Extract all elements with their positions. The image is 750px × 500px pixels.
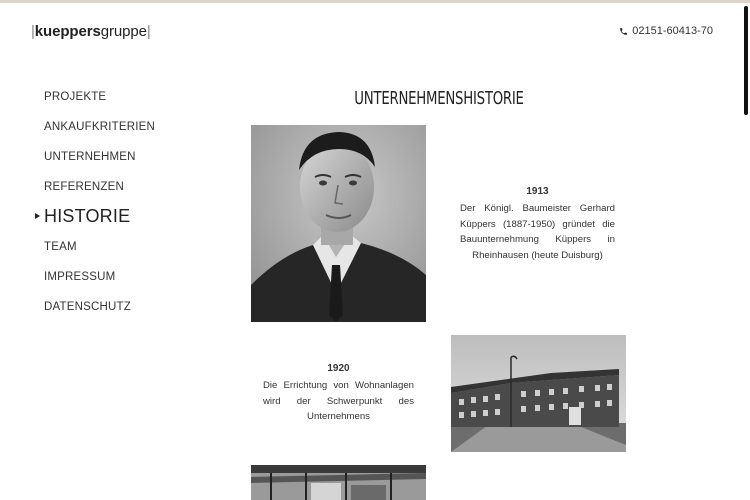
main-nav: [44, 90, 155, 330]
phone-number: 02151-60413-70: [632, 25, 713, 37]
phone-icon: [619, 27, 628, 36]
entry-year: 1920: [327, 363, 350, 374]
nav-item-label: HISTORIE: [44, 206, 131, 226]
phone-link[interactable]: [619, 25, 713, 37]
page-title: UNTERNEHMENSHISTORIE: [354, 88, 524, 109]
nav-item-projekte[interactable]: PROJEKTE: [44, 91, 107, 103]
nav-item-impressum[interactable]: IMPRESSUM: [44, 271, 116, 283]
entry-text: Der Königl. Baumeister Gerhard Küppers (1887-1950) gründet die Bauunternehmung Küppers in Rheinhausen (heute Duisburg): [460, 202, 615, 262]
entry-text: Die Errichtung von Wohnanlagen wird der Schwerpunkt des Unternehmens: [263, 379, 414, 423]
nav-item-unternehmen[interactable]: UNTERNEHMEN: [44, 151, 136, 163]
history-entry-1920: [263, 361, 414, 425]
logo-divider-left: |: [31, 23, 35, 40]
nav-item-ankaufkriterien[interactable]: ANKAUFKRITERIEN: [44, 121, 155, 133]
nav-item-referenzen[interactable]: REFERENZEN: [44, 181, 124, 193]
top-accent-bar: [0, 0, 750, 3]
logo-divider-right: |: [146, 23, 151, 40]
building-photo: [451, 335, 626, 452]
logo-bold-text: kueppers: [34, 23, 101, 40]
nav-item-team[interactable]: TEAM: [44, 241, 77, 253]
entry-year: 1913: [526, 186, 549, 197]
active-arrow-icon: [35, 213, 40, 219]
logo[interactable]: [31, 23, 151, 40]
portrait-photo: [251, 125, 426, 322]
nav-item-datenschutz[interactable]: DATENSCHUTZ: [44, 301, 131, 313]
history-entry-1913: [460, 184, 615, 264]
construction-photo: [251, 465, 426, 500]
logo-light-text: gruppe: [100, 23, 147, 40]
nav-item-historie[interactable]: [44, 206, 155, 240]
